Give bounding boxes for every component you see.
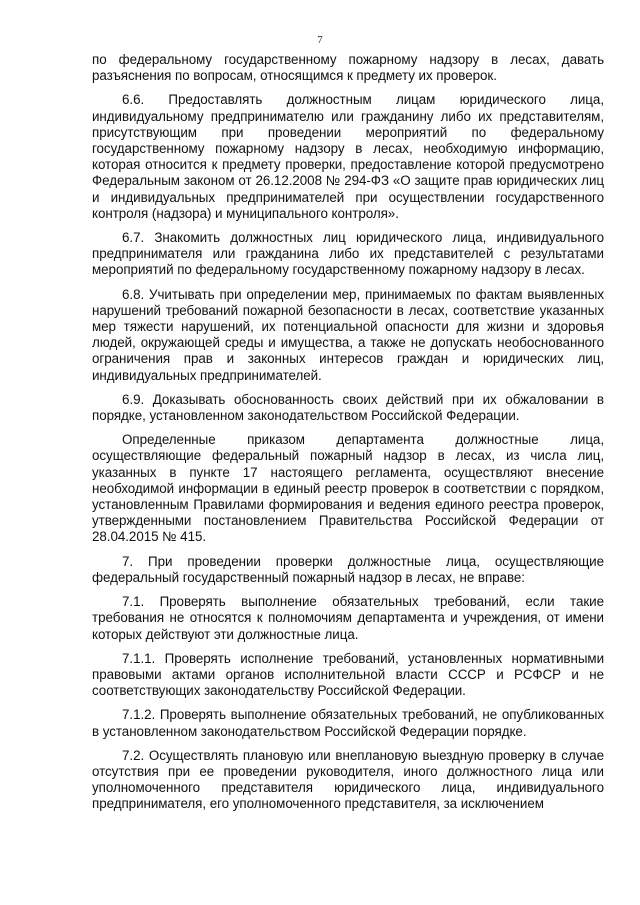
paragraph-7-2: 7.2. Осуществлять плановую или внеплановую выездную проверку в случае отсутствия при ее проведении руководителя, иного должностного лица или уполномоченного представителя юридического лица, индивидуального предпринимателя, его уполномоченного представителя, за исключением xyxy=(92,747,604,812)
paragraph-7: 7. При проведении проверки должностные лица, осуществляющие федеральный государственный пожарный надзор в лесах, не вправе: xyxy=(92,553,604,585)
paragraph-7-1-1: 7.1.1. Проверять исполнение требований, установленных нормативными правовыми актами органов исполнительной власти СССР и РСФСР и не соответствующих законодательству Российской Федерации. xyxy=(92,650,604,699)
paragraph-continuation: по федеральному государственному пожарному надзору в лесах, давать разъяснения по вопросам, относящимся к предмету их проверок. xyxy=(92,52,604,84)
paragraph-7-1-2: 7.1.2. Проверять выполнение обязательных требований, не опубликованных в установленном законодательством Российской Федерации порядке. xyxy=(92,707,604,739)
document-body xyxy=(92,52,604,819)
paragraph-6-9: 6.9. Доказывать обоснованность своих действий при их обжаловании в порядке, установленном законодательством Российской Федерации. xyxy=(92,391,604,424)
paragraph-6-8: 6.8. Учитывать при определении мер, принимаемых по фактам выявленных нарушений требований пожарной безопасности в лесах, соответствие указанных мер тяжести нарушений, их потенциальной опасности для жизни и здоровья людей, окружающей среды и имущества, а также не допускать необоснованного ограничения прав и законных интересов граждан и юридических лиц, индивидуальных предпринимателей. xyxy=(92,286,604,383)
paragraph-registry: Определенные приказом департамента должностные лица, осуществляющие федеральный пожарный надзор в лесах, из числа лиц, указанных в пункте 17 настоящего регламента, осуществляют внесение необходимой информации в единый реестр проверок в соответствии с порядком, установленным Правилами формирования и ведения единого реестра проверок, утвержденными постановлением Правительства Российской Федерации от 28.04.2015 № 415. xyxy=(92,432,604,545)
paragraph-7-1: 7.1. Проверять выполнение обязательных требований, если такие требования не относятся к полномочиям департамента и учреждения, от имени которых действуют эти должностные лица. xyxy=(92,594,604,642)
paragraph-6-6: 6.6. Предоставлять должностным лицам юридического лица, индивидуальному предпринимателю или гражданину либо их представителям, присутствующим при проведении мероприятий по федеральному государственному пожарному надзору в лесах, необходимую информацию, которая относится к предмету проверки, предоставление которой предусмотрено Федеральным законом от 26.12.2008 № 294-ФЗ «О защите прав юридических лиц и индивидуальных предпринимателей при осуществлении государственного контроля (надзора) и муниципального контроля». xyxy=(92,92,604,221)
paragraph-6-7: 6.7. Знакомить должностных лиц юридического лица, индивидуального предпринимателя или гражданина либо их представителей с результатами мероприятий по федеральному государственному пожарному надзору в лесах. xyxy=(92,230,604,278)
page-number: 7 xyxy=(317,34,323,46)
